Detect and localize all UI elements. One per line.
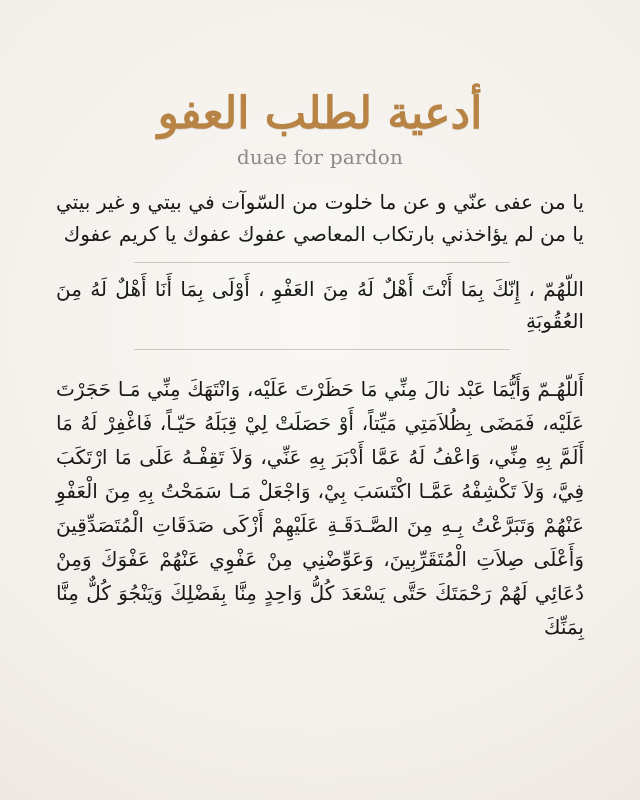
dua-paragraph-3: أَللّهُـمّ وَأَيُّمَا عَبْد نالَ مِنِّي مَا حَظَرْتَ عَلَيْه، وَانْتَهَكَ مِنِّي مَـا حَجَرْتَ عَلَيْه، فَمَضَى بِظُلاَمَتِي مَيِّتاً، أَوْ حَصَلَتْ لِيْ قِبَلَهُ حَيّـاً، فَاغْفِرْ لَهُ مَا أَلَمَّ بِهِ مِنِّي، وَاعْفُ لَهُ عَمَّا أَدْبَرَ بِهِ عَنِّي، وَلاَ تَقِفْـهُ عَلَى مَا ارْتَكَبَ فِيَّ، وَلاَ تَكْشِفْهُ عَمَّـا اكْتَسَبَ بِيْ، وَاجْعَلْ مَـا سَمَحْتُ بِهِ مِنَ الْعَفْوِ عَنْهُمْ وَتَبَرَّعْتُ بِـهِ مِنَ الصَّـدَقَـةِ عَلَيْهِمْ أَزْكَى صَدَقَاتِ الْمُتَصَدِّقِينَ وَأَعْلَى صِلاَتِ الْمُتَقَرِّبِينَ، وَعَوِّضْنِي مِنْ عَفْوِي عَنْهُمْ عَفْوَكَ وَمِنْ دُعَائِي لَهُمْ رَحْمَتَكَ حَتَّى يَسْعَدَ كُلُّ وَاحِدٍ مِنَّا بِفَضْلِكَ وَيَنْجُوَ كُلٌّ مِنَّا بِمَنِّكَ xyxy=(56,377,584,639)
page-title: أدعية لطلب العفو xyxy=(157,88,483,139)
dua-content xyxy=(56,174,584,644)
dua-paragraph-1: يا من عفى عنّي و عن ما خلوت من السّوآت في بيتي و غير بيتي يا من لم يؤاخذني بارتكاب المعاصي عفوك عفوك يا كريم عفوك xyxy=(56,190,584,246)
page-subtitle: duae for pardon xyxy=(236,145,404,169)
dua-paragraph-2: اللّهُمّ ، إِنّكَ بِمَا أَنْتَ أَهْلٌ لَهُ مِنَ العَفْوِ ، أَوْلَى بِمَا أَنَا أَهْلٌ لَهُ مِنَ العُقُوبَةِ xyxy=(56,277,584,333)
divider-2 xyxy=(134,349,510,350)
divider-1 xyxy=(134,262,510,263)
